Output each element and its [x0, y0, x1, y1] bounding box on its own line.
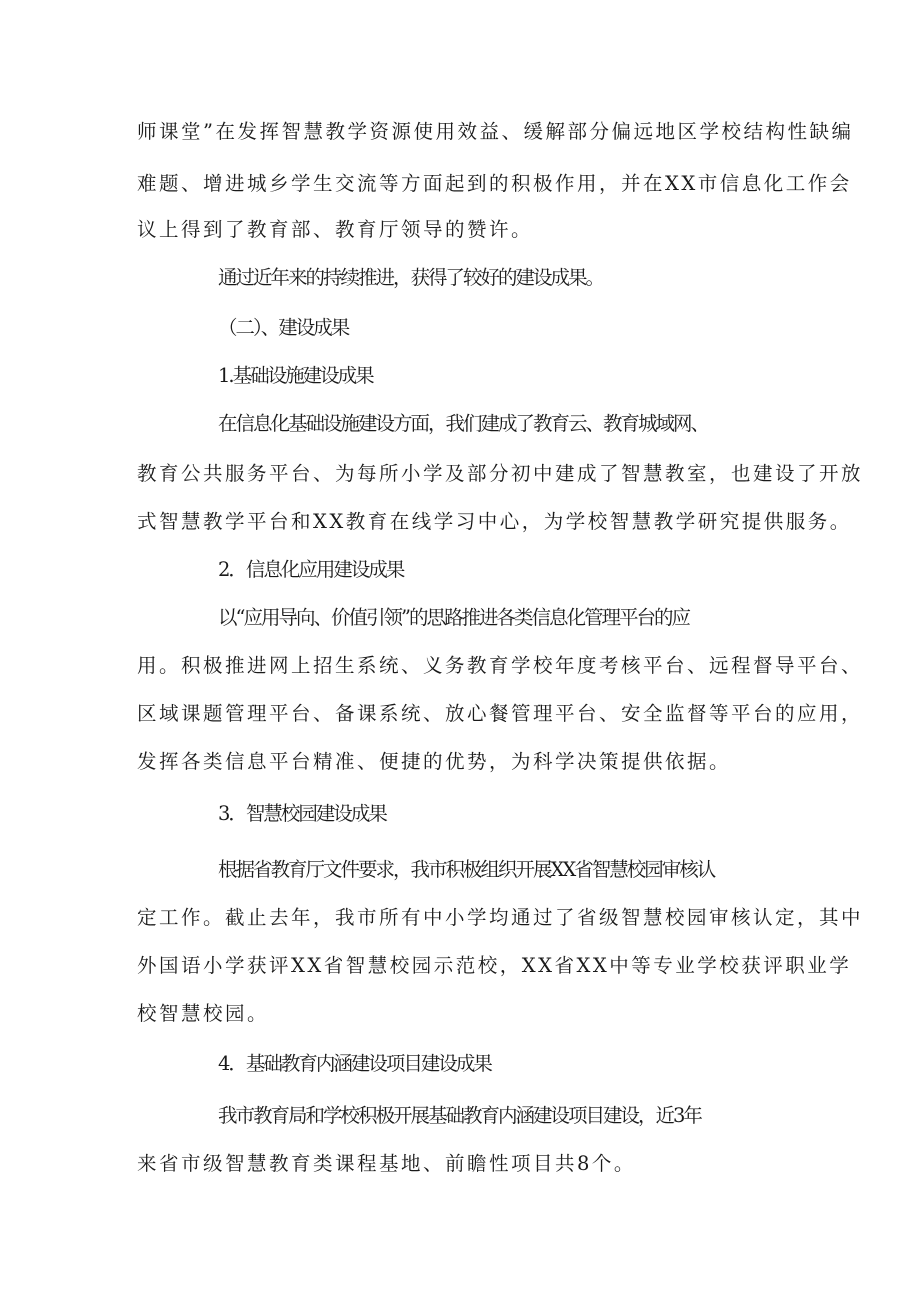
paragraph-line: 根据省教育厅文件要求，我市积极组织开展XX省智慧校园审核认 — [218, 858, 715, 881]
paragraph-line: 教育公共服务平台、为每所小学及部分初中建成了智慧教室，也建设了开放 — [137, 462, 864, 485]
paragraph-line: 在信息化基础设施建设方面，我们建成了教育云、教育城域网、 — [218, 412, 709, 435]
section-heading: （二）、建设成果 — [218, 316, 349, 339]
subsection-heading: 1.基础设施建设成果 — [218, 364, 373, 387]
subsection-heading: 3．智慧校园建设成果 — [218, 802, 386, 825]
paragraph-line: 议上得到了教育部、教育厅领导的赞许。 — [137, 218, 534, 241]
paragraph-line: 发挥各类信息平台精准、便捷的优势，为科学决策提供依据。 — [137, 750, 732, 773]
paragraph-text: 通过近年来的持续推进，获得了较好的建设成果。 — [218, 266, 604, 289]
paragraph-line: 校智慧校园。 — [137, 1002, 270, 1025]
paragraph-line: 用。积极推进网上招生系统、义务教育学校年度考核平台、远程督导平台、 — [137, 654, 864, 677]
paragraph-line: 外国语小学获评XX省智慧校园示范校，XX省XX中等专业学校获评职业学 — [137, 954, 852, 977]
paragraph-line: 区域课题管理平台、备课系统、放心餐管理平台、安全监督等平台的应用， — [137, 702, 864, 725]
paragraph-line: 难题、增进城乡学生交流等方面起到的积极作用，并在XX市信息化工作会 — [137, 172, 852, 195]
paragraph-line: 我市教育局和学校积极开展基础教育内涵建设项目建设，近3年 — [218, 1104, 701, 1127]
paragraph-line: 式智慧教学平台和XX教育在线学习中心，为学校智慧教学研究提供服务。 — [137, 510, 852, 533]
paragraph-line: 以“应用导向、价值引领”的思路推进各类信息化管理平台的应 — [218, 606, 689, 629]
paragraph-line: 定工作。截止去年，我市所有中小学均通过了省级智慧校园审核认定，其中 — [137, 906, 864, 929]
paragraph-line: 来省市级智慧教育类课程基地、前瞻性项目共8个。 — [137, 1152, 636, 1175]
subsection-heading: 4．基础教育内涵建设项目建设成果 — [218, 1052, 491, 1075]
subsection-heading: 2．信息化应用建设成果 — [218, 558, 404, 581]
paragraph-line: 师课堂”在发挥智慧教学资源使用效益、缓解部分偏远地区学校结构性缺编 — [137, 120, 854, 143]
